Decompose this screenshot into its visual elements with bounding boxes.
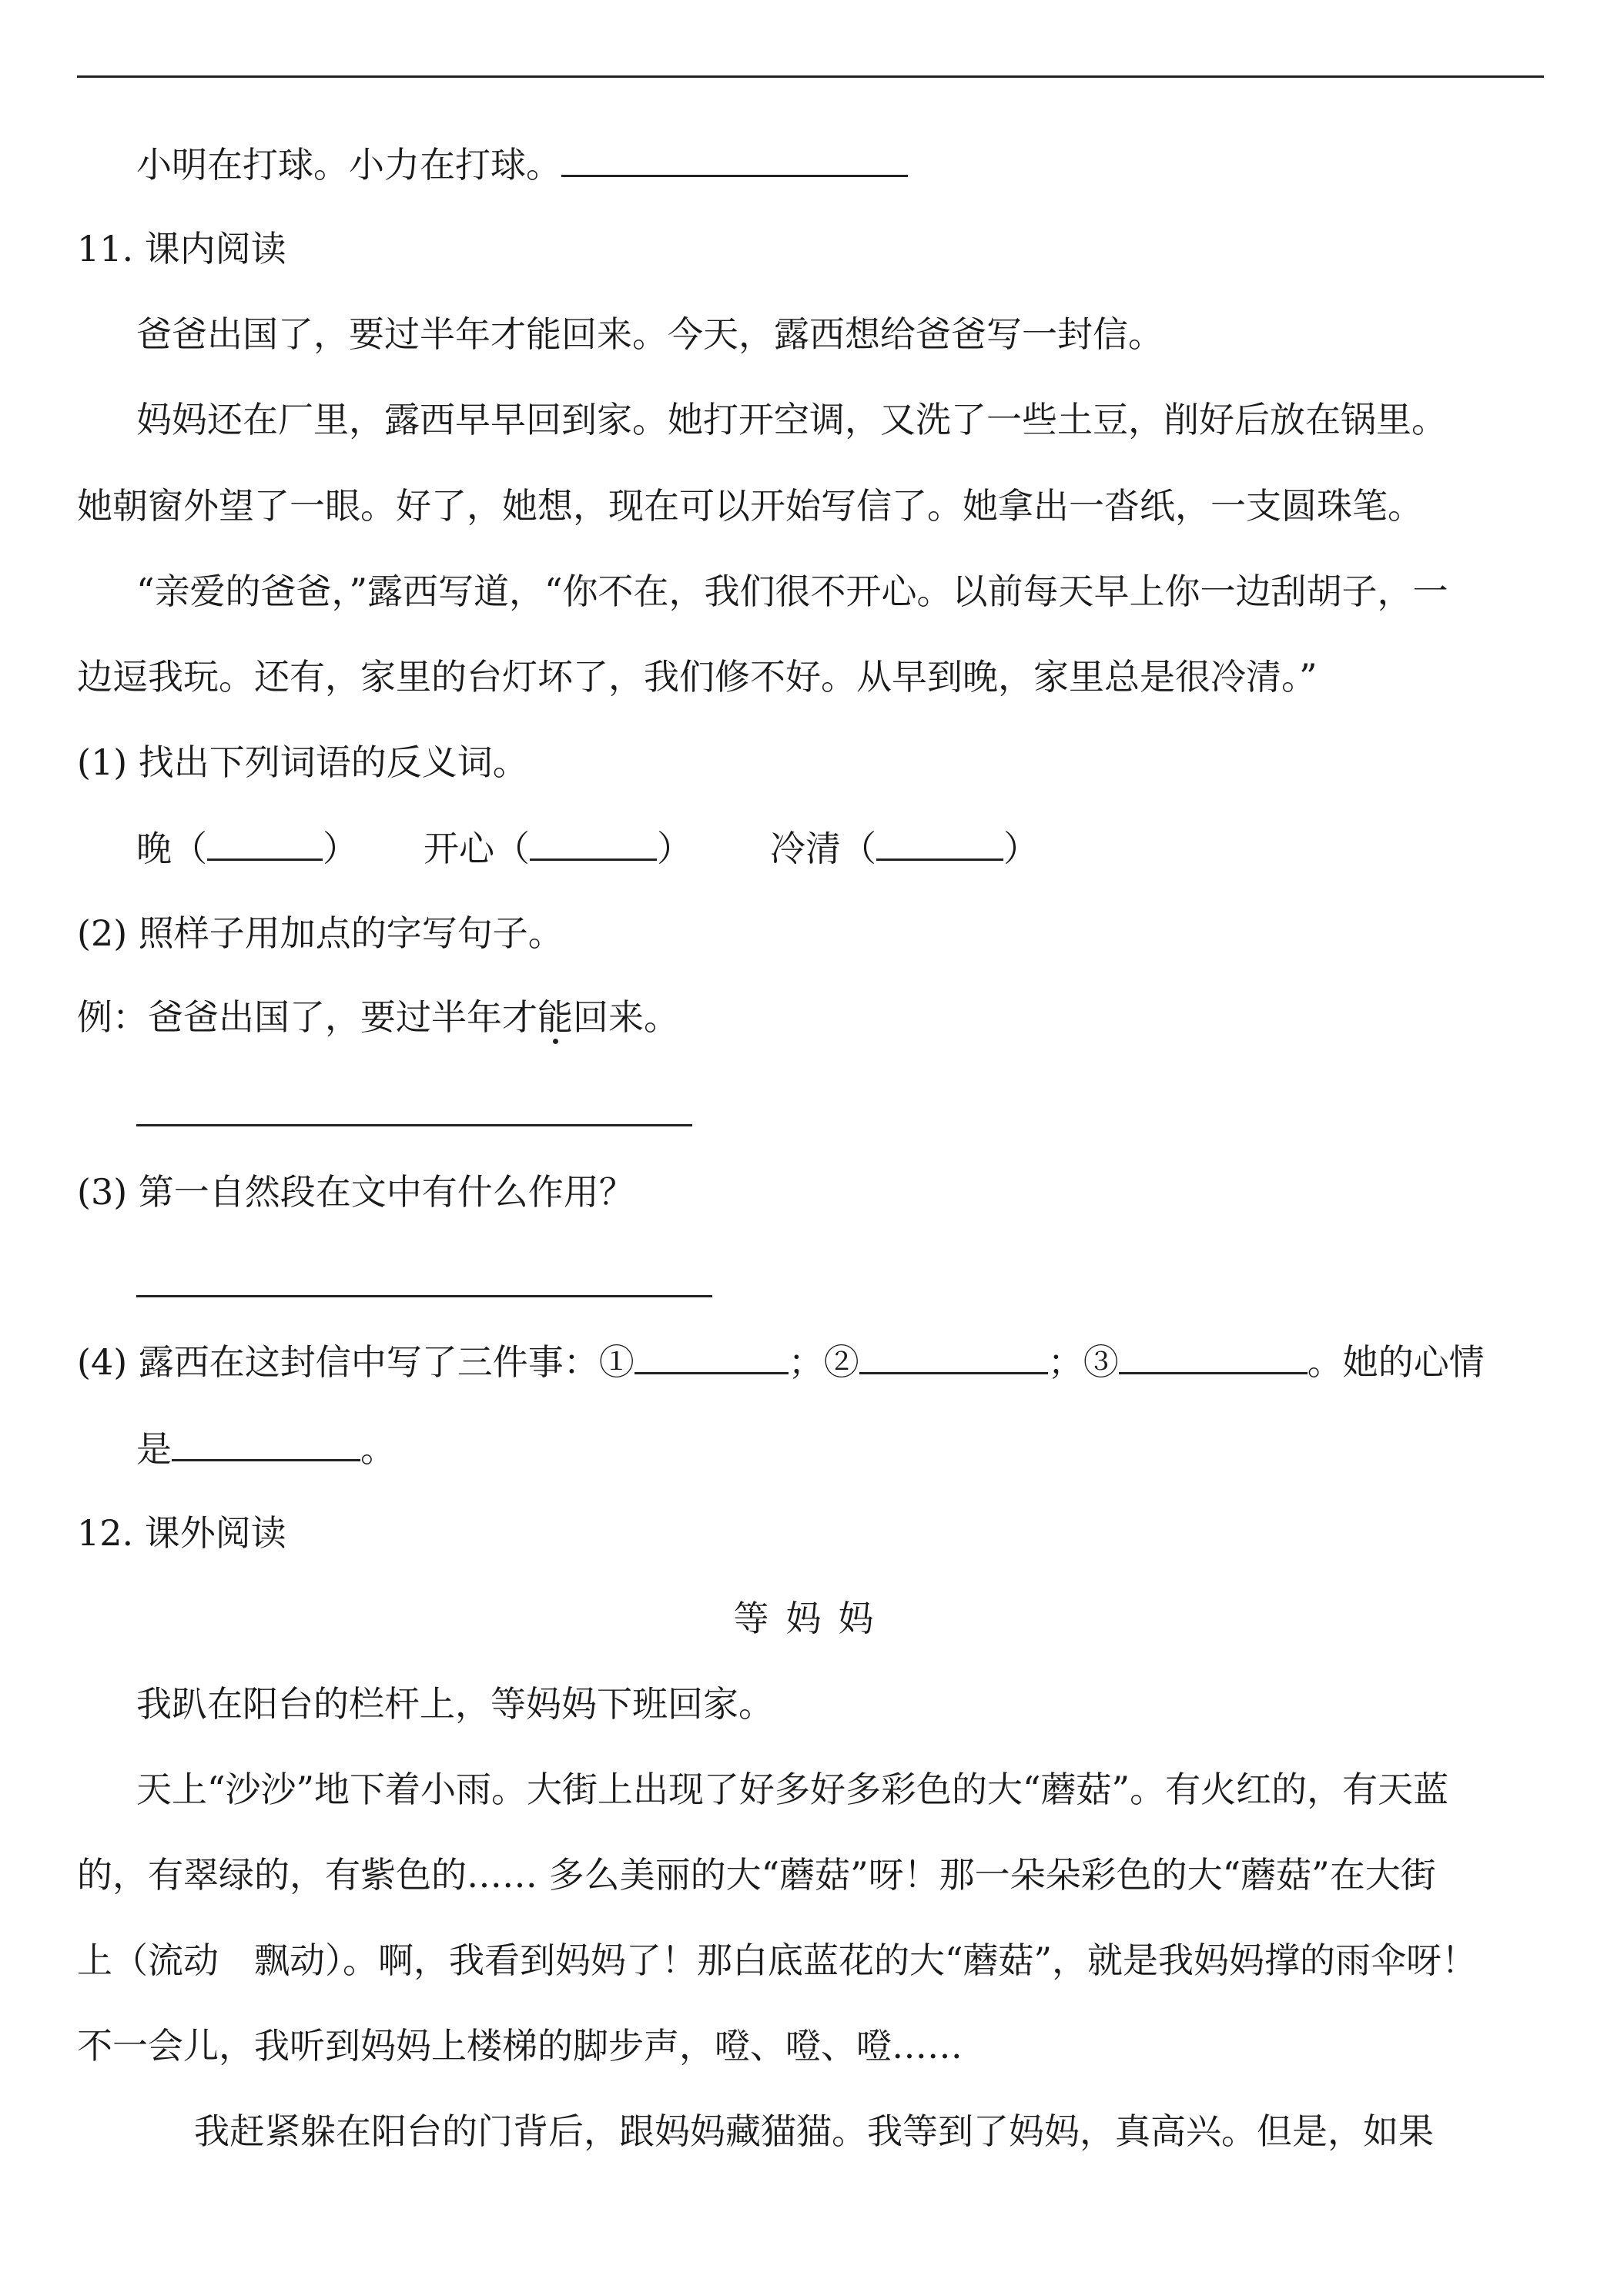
sub-question-1: (1) 找出下列词语的反义词。 (77, 741, 528, 783)
antonym-word: 冷清（ (770, 828, 876, 869)
answer-line[interactable] (136, 1295, 712, 1297)
sentence-line (136, 141, 908, 187)
answer-blank[interactable] (561, 141, 908, 177)
answer-blank[interactable] (635, 1338, 789, 1374)
paragraph-line: 妈妈还在厂里，露西早早回到家。她打开空调，又洗了一些土豆，削好后放在锅里。 (136, 399, 1447, 440)
example-sentence: 例：爸爸出国了，要过半年才能回来。 (77, 996, 679, 1038)
antonym-item (424, 825, 692, 871)
question-text: 。她的心情 (1307, 1341, 1485, 1383)
paragraph-line: 爸爸出国了，要过半年才能回来。今天，露西想给爸爸写一封信。 (136, 313, 1164, 355)
answer-blank[interactable] (530, 825, 657, 861)
answer-blank[interactable] (207, 825, 323, 861)
question-text: ；② (788, 1341, 859, 1383)
bracket-close: ） (1003, 828, 1039, 869)
antonym-word: 开心（ (424, 828, 530, 869)
header-rule (77, 75, 1544, 78)
answer-line[interactable] (136, 1124, 692, 1126)
sub-question-4-cont (136, 1425, 396, 1471)
answer-blank[interactable] (876, 825, 1003, 861)
story-line: 不一会儿，我听到妈妈上楼梯的脚步声，噔、噔、噔…… (77, 2025, 963, 2067)
bracket-close: ） (323, 828, 358, 869)
emphasis-dot (553, 1039, 558, 1044)
sub-question-3: (3) 第一自然段在文中有什么作用？ (77, 1171, 635, 1213)
answer-blank[interactable] (859, 1338, 1048, 1374)
antonym-word: 晚（ (136, 828, 207, 869)
question-text: (4) 露西在这封信中写了三件事：① (77, 1341, 635, 1383)
story-line: 我趴在阳台的栏杆上，等妈妈下班回家。 (136, 1683, 774, 1725)
paragraph-line: 边逗我玩。还有，家里的台灯坏了，我们修不好。从早到晚，家里总是很冷清。” (77, 656, 1318, 698)
story-line: 的，有翠绿的，有紫色的…… 多么美丽的大“蘑菇”呀！那一朵朵彩色的大“蘑菇”在大街 (77, 1854, 1436, 1896)
sub-question-2: (2) 照样子用加点的字写句子。 (77, 912, 564, 954)
sub-question-4 (77, 1338, 1485, 1384)
paragraph-line: “亲爱的爸爸，”露西写道，“你不在，我们很不开心。以前每天早上你一边刮胡子，一 (136, 571, 1448, 612)
question-text: 。 (360, 1428, 396, 1470)
question-11-heading: 11. 课内阅读 (77, 228, 286, 269)
antonym-item (136, 825, 358, 871)
antonym-item (770, 825, 1039, 871)
answer-blank[interactable] (172, 1425, 360, 1461)
question-text: ；③ (1047, 1341, 1119, 1383)
question-12-heading: 12. 课外阅读 (77, 1512, 286, 1554)
answer-blank[interactable] (1119, 1338, 1308, 1374)
bracket-close: ） (657, 828, 692, 869)
story-line: 天上“沙沙”地下着小雨。大街上出现了好多好多彩色的大“蘑菇”。有火红的，有天蓝 (136, 1769, 1449, 1810)
question-text: 是 (136, 1428, 172, 1470)
story-line: 上（流动 飘动）。啊，我看到妈妈了！那白底蓝花的大“蘑菇”，就是我妈妈撑的雨伞呀！ (77, 1940, 1478, 1981)
paragraph-line: 她朝窗外望了一眼。好了，她想，现在可以开始写信了。她拿出一沓纸，一支圆珠笔。 (77, 485, 1423, 527)
story-line: 我赶紧躲在阳台的门背后，跟妈妈藏猫猫。我等到了妈妈，真高兴。但是，如果 (194, 2110, 1434, 2152)
sentence-text: 小明在打球。小力在打球。 (136, 144, 561, 186)
story-title: 等妈妈 (733, 1598, 891, 1639)
